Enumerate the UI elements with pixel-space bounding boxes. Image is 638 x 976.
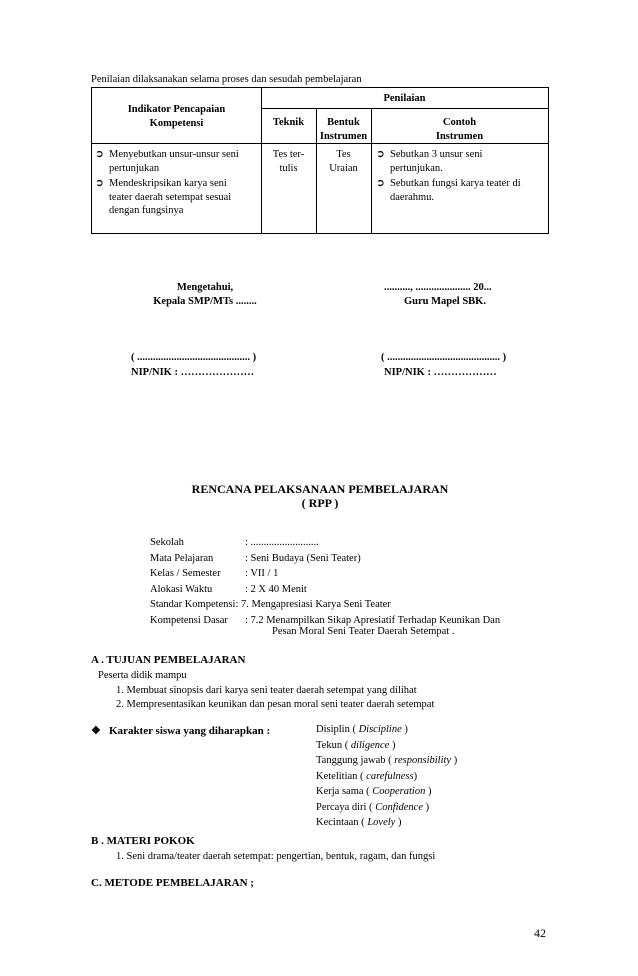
rpp-subtitle: ( RPP ) bbox=[301, 496, 339, 510]
field-key: Kompetensi Dasar bbox=[150, 614, 228, 626]
teknik-line: tulis bbox=[279, 162, 298, 174]
indikator-item bbox=[95, 177, 261, 218]
header-bentuk bbox=[316, 116, 371, 143]
header-bentuk-line: Bentuk bbox=[327, 117, 360, 128]
assessment-table bbox=[91, 87, 549, 234]
bentuk-cell bbox=[316, 148, 371, 175]
teknik-line: Tes ter- bbox=[272, 149, 305, 160]
table-divider bbox=[92, 143, 548, 144]
indikator-line: Menyebutkan unsur-unsur seni bbox=[109, 149, 239, 160]
metode-heading: C. METODE PEMBELAJARAN ; bbox=[91, 877, 254, 889]
field-value: : 7.2 Menampilkan Sikap Apresiatif Terhadap Keunikan Dan bbox=[245, 614, 501, 626]
field-key: Mata Pelajaran bbox=[150, 552, 214, 564]
diamond-icon: ❖ bbox=[91, 725, 101, 737]
teknik-cell bbox=[261, 148, 316, 175]
header-indikator bbox=[92, 103, 261, 130]
header-bentuk-line: Instrumen bbox=[319, 130, 368, 142]
karakter-label bbox=[91, 724, 270, 737]
rpp-title: RENCANA PELAKSANAAN PEMBELAJARAN bbox=[191, 482, 449, 496]
tujuan-lead: Peserta didik mampu bbox=[98, 670, 187, 681]
sign-right-role: Guru Mapel SBK. bbox=[404, 296, 486, 307]
contoh-line: Sebutkan 3 unsur seni bbox=[390, 149, 483, 160]
page-number: 42 bbox=[534, 926, 546, 940]
rpp-fields bbox=[150, 535, 500, 628]
karakter-list bbox=[316, 722, 457, 831]
contoh-line: daerahmu. bbox=[390, 191, 435, 203]
sign-left-nip: NIP/NIK : ………………… bbox=[131, 367, 255, 378]
sign-right-date: .........., ..................... 20... bbox=[384, 282, 492, 293]
karakter-item: Tanggung jawab ( responsibility ) bbox=[316, 755, 458, 766]
field-value: : .......................... bbox=[245, 537, 319, 548]
header-indikator-line: Kompetensi bbox=[149, 117, 204, 129]
karakter-item: Kerja sama ( Cooperation ) bbox=[316, 786, 432, 797]
field-kd-cont: Pesan Moral Seni Teater Daerah Setempat . bbox=[272, 626, 455, 637]
tujuan-item: 1. Membuat sinopsis dari karya seni teater daerah setempat yang dilihat bbox=[116, 685, 417, 696]
field-sekolah bbox=[150, 535, 500, 551]
tujuan-heading: A . TUJUAN PEMBELAJARAN bbox=[91, 654, 246, 666]
karakter-label-text: Karakter siswa yang diharapkan : bbox=[109, 725, 271, 737]
header-teknik: Teknik bbox=[272, 117, 305, 128]
materi-heading: B . MATERI POKOK bbox=[91, 835, 195, 847]
table-divider bbox=[261, 108, 548, 109]
field-value: : 2 X 40 Menit bbox=[245, 583, 307, 595]
contoh-item bbox=[376, 177, 546, 204]
contoh-line: Sebutkan fungsi karya teater di bbox=[390, 178, 521, 189]
arrow-icon: ➲ bbox=[376, 178, 385, 189]
field-alokasi bbox=[150, 582, 500, 598]
indikator-line: Mendeskripsikan karya seni bbox=[109, 178, 227, 189]
indikator-item bbox=[95, 148, 261, 175]
arrow-icon: ➲ bbox=[95, 178, 104, 189]
karakter-item: Kecintaan ( Lovely ) bbox=[316, 817, 402, 828]
field-mapel bbox=[150, 551, 500, 567]
field-value: : Seni Budaya (Seni Teater) bbox=[245, 552, 361, 564]
field-kelas bbox=[150, 566, 500, 582]
sign-right-name: ( ........................................... ) bbox=[381, 352, 507, 363]
indikator-line: dengan fungsinya bbox=[109, 205, 184, 216]
karakter-item: Percaya diri ( Confidence ) bbox=[316, 801, 430, 813]
field-value: : VII / 1 bbox=[245, 568, 279, 579]
karakter-item: Tekun ( diligence ) bbox=[316, 739, 396, 751]
field-key: Alokasi Waktu bbox=[150, 583, 213, 595]
field-sk bbox=[150, 597, 500, 613]
bentuk-line: Uraian bbox=[329, 162, 358, 174]
field-key: Sekolah bbox=[150, 537, 184, 548]
header-contoh-line: Instrumen bbox=[435, 130, 484, 142]
header-penilaian: Penilaian bbox=[383, 93, 426, 104]
materi-item: 1. Seni drama/teater daerah setempat: pengertian, bentuk, ragam, dan fungsi bbox=[116, 851, 436, 862]
sign-right-nip: NIP/NIK : ……………… bbox=[384, 367, 497, 378]
field-key: Standar Kompetensi bbox=[150, 599, 236, 610]
arrow-icon: ➲ bbox=[376, 149, 385, 160]
header-contoh-line: Contoh bbox=[442, 117, 477, 128]
intro-text: Penilaian dilaksanakan selama proses dan sesudah pembelajaran bbox=[91, 74, 362, 85]
sign-left-title: Mengetahui, bbox=[176, 282, 234, 293]
arrow-icon: ➲ bbox=[95, 149, 104, 160]
header-contoh bbox=[371, 116, 548, 143]
karakter-item: Disiplin ( Discipline ) bbox=[316, 724, 408, 735]
contoh-item bbox=[376, 148, 546, 175]
indikator-line: pertunjukan bbox=[109, 162, 160, 174]
contoh-line: pertunjukan. bbox=[390, 162, 443, 174]
sign-left-role: Kepala SMP/MTs ........ bbox=[153, 296, 257, 307]
header-indikator-line: Indikator Pencapaian bbox=[127, 104, 226, 115]
tujuan-item: 2. Mempresentasikan keunikan dan pesan moral seni teater daerah setempat bbox=[116, 699, 435, 710]
bentuk-line: Tes bbox=[336, 149, 351, 160]
field-value: : 7. Mengapresiasi Karya Seni Teater bbox=[235, 599, 391, 610]
karakter-item: Ketelitian ( carefulness) bbox=[316, 770, 418, 782]
indikator-line: teater daerah setempat sesuai bbox=[109, 191, 232, 203]
field-key: Kelas / Semester bbox=[150, 568, 221, 579]
sign-left-name: ( ........................................... ) bbox=[131, 352, 257, 363]
